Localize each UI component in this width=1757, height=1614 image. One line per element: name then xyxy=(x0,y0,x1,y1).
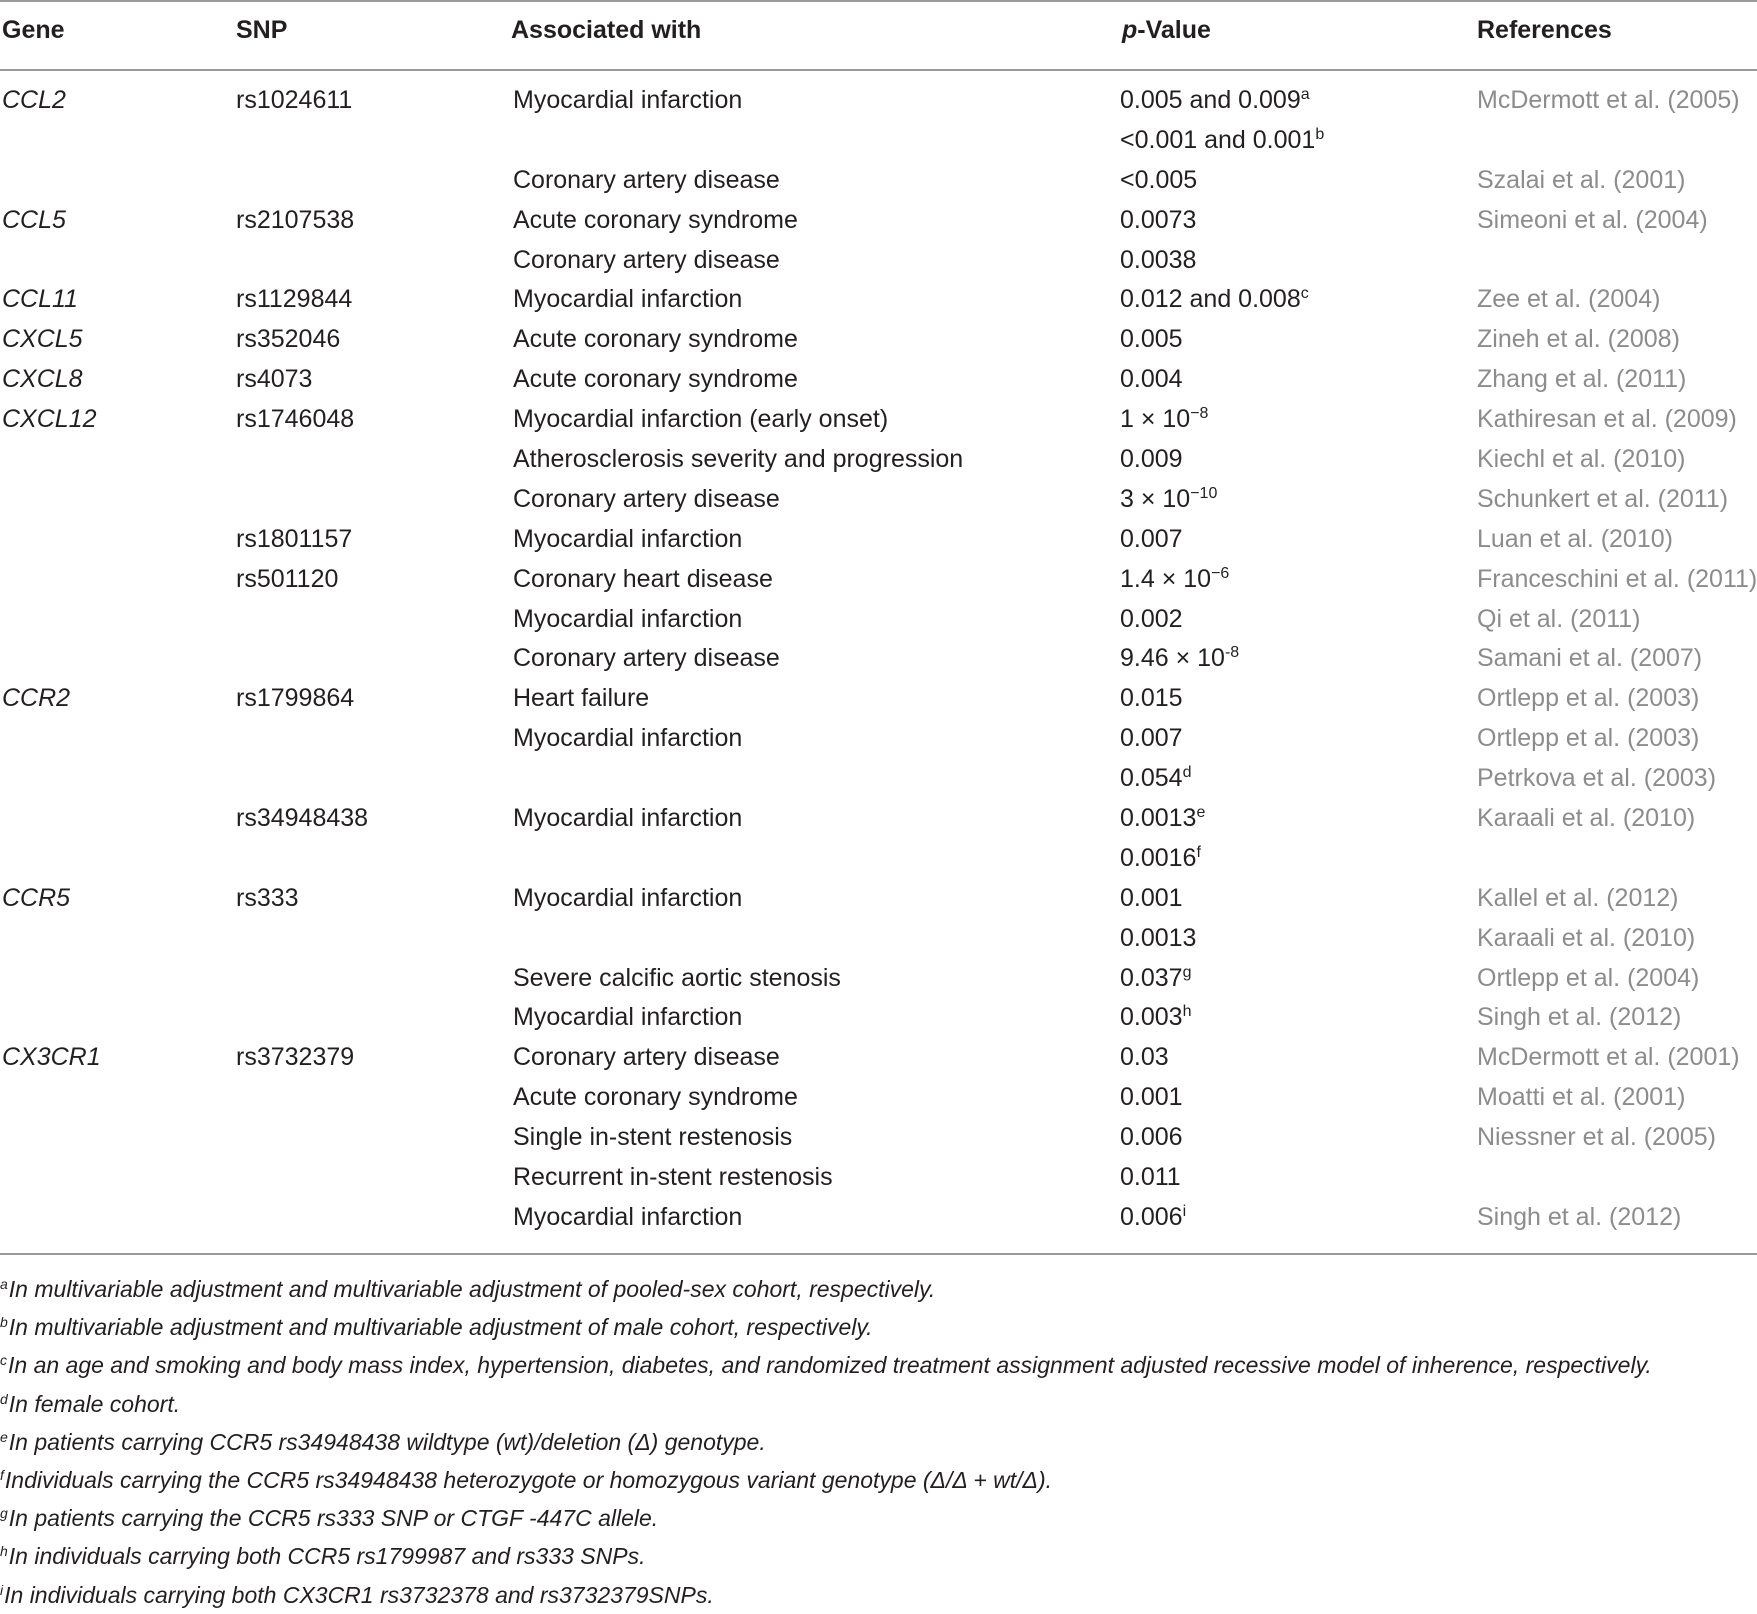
reference-cell: Samani et al. (2007) xyxy=(1477,644,1703,673)
header-references: References xyxy=(1477,16,1612,44)
table-header-row xyxy=(0,0,1757,69)
table-row xyxy=(0,320,1757,360)
associated-with-cell: Myocardial infarction xyxy=(513,1202,743,1231)
p-value-superscript: −6 xyxy=(1211,564,1230,582)
footnote-mark: h xyxy=(0,1543,8,1560)
p-value-cell xyxy=(1120,1038,1169,1078)
p-value-text: 0.03 xyxy=(1120,1043,1169,1072)
p-value-text: 0.006 xyxy=(1120,1202,1183,1231)
p-value-text: 0.037 xyxy=(1120,963,1183,992)
p-value-superscript: h xyxy=(1182,1003,1192,1021)
reference-cell: Schunkert et al. (2011) xyxy=(1477,484,1729,513)
footnote-mark: a xyxy=(0,1276,8,1292)
reference-cell: Kathiresan et al. (2009) xyxy=(1477,405,1737,434)
associated-with-cell: Acute coronary syndrome xyxy=(513,1083,798,1112)
p-value-cell xyxy=(1120,480,1217,520)
table-row xyxy=(0,360,1757,400)
p-value-superscript: e xyxy=(1196,804,1206,822)
p-value-text: 0.0013 xyxy=(1120,804,1197,833)
p-value-superscript: b xyxy=(1315,125,1325,143)
reference-cell: Szalai et al. (2001) xyxy=(1477,165,1686,194)
p-value-cell xyxy=(1120,320,1183,360)
p-value-cell xyxy=(1120,360,1183,400)
table-row xyxy=(0,719,1757,759)
footnote xyxy=(0,1385,1757,1423)
gene-cell: CXCL5 xyxy=(2,325,83,354)
associated-with-cell: Acute coronary syndrome xyxy=(513,325,798,354)
p-value-text: 1 × 10 xyxy=(1120,405,1191,434)
reference-cell: Karaali et al. (2010) xyxy=(1477,804,1696,833)
footnote xyxy=(0,1499,1757,1537)
reference-cell: Simeoni et al. (2004) xyxy=(1477,205,1708,234)
table-row xyxy=(0,201,1757,241)
table-row xyxy=(0,879,1757,919)
reference-cell: Moatti et al. (2001) xyxy=(1477,1083,1686,1112)
p-value-text: 0.007 xyxy=(1120,724,1183,753)
associated-with-cell: Coronary artery disease xyxy=(513,245,780,274)
table-row xyxy=(0,480,1757,520)
p-value-text: 0.005 xyxy=(1120,325,1183,354)
p-value-text: 0.0013 xyxy=(1120,923,1197,952)
footnote-mark: c xyxy=(0,1352,7,1369)
associated-with-cell: Recurrent in-stent restenosis xyxy=(513,1163,833,1192)
p-value-text: 0.0038 xyxy=(1120,245,1197,274)
p-value-superscript: a xyxy=(1300,86,1310,103)
p-value-cell xyxy=(1120,201,1196,241)
associated-with-cell: Acute coronary syndrome xyxy=(513,205,798,234)
reference-cell: Zee et al. (2004) xyxy=(1477,285,1661,314)
p-value-superscript: −10 xyxy=(1190,484,1218,502)
gene-cell: CX3CR1 xyxy=(2,1043,101,1072)
p-value-text: 0.001 xyxy=(1120,883,1183,912)
p-value-text: 0.0073 xyxy=(1120,205,1197,234)
snp-cell: rs3732379 xyxy=(236,1043,355,1072)
p-value-cell xyxy=(1120,400,1208,440)
reference-cell: Niessner et al. (2005) xyxy=(1477,1123,1717,1152)
associated-with-cell: Heart failure xyxy=(513,684,650,713)
p-value-cell xyxy=(1120,1118,1183,1158)
footnote xyxy=(0,1270,1757,1308)
snp-cell: rs4073 xyxy=(236,365,313,394)
gene-cell: CCL2 xyxy=(2,86,66,114)
p-value-cell xyxy=(1120,679,1183,719)
associated-with-cell: Myocardial infarction xyxy=(513,604,743,633)
associated-with-cell: Single in-stent restenosis xyxy=(513,1123,793,1152)
snp-cell: rs1746048 xyxy=(236,405,355,434)
table-row xyxy=(0,959,1757,999)
footnote-mark: i xyxy=(0,1581,4,1598)
footnote-text: In female cohort. xyxy=(8,1390,181,1417)
snp-cell: rs1801157 xyxy=(236,524,353,553)
table-row xyxy=(0,600,1757,640)
table-row xyxy=(0,1078,1757,1118)
table-row xyxy=(0,998,1757,1038)
table-row xyxy=(0,1198,1757,1238)
footnote-mark: f xyxy=(0,1466,4,1483)
p-value-cell xyxy=(1120,560,1229,600)
table-bottom-rule xyxy=(0,1253,1757,1255)
snp-cell: rs34948438 xyxy=(236,804,369,833)
p-value-text: 0.0016 xyxy=(1120,843,1197,872)
p-value-cell xyxy=(1120,879,1183,919)
p-value-text: 0.004 xyxy=(1120,365,1183,394)
table-row xyxy=(0,400,1757,440)
associated-with-cell: Myocardial infarction xyxy=(513,883,743,912)
reference-cell: Zhang et al. (2011) xyxy=(1477,365,1687,394)
footnote xyxy=(0,1346,1757,1384)
table-row xyxy=(0,520,1757,560)
gene-cell: CCL11 xyxy=(2,285,78,314)
table-row xyxy=(0,121,1757,161)
footnote xyxy=(0,1308,1757,1346)
p-value-text: 0.012 and 0.008 xyxy=(1120,285,1301,314)
p-value-cell xyxy=(1120,919,1196,959)
p-value-cell xyxy=(1120,440,1183,480)
p-value-cell xyxy=(1120,121,1324,161)
footnote-text: In patients carrying the CCR5 rs333 SNP or CTGF -447C allele. xyxy=(8,1505,659,1532)
p-value-text: 1.4 × 10 xyxy=(1120,564,1212,593)
snp-cell: rs352046 xyxy=(236,325,341,354)
p-value-cell xyxy=(1120,520,1183,560)
p-value-superscript: c xyxy=(1300,285,1309,303)
associated-with-cell: Coronary heart disease xyxy=(513,564,773,593)
footnote-text: In individuals carrying both CCR5 rs1799987 and rs333 SNPs. xyxy=(8,1543,646,1570)
p-value-cell xyxy=(1120,280,1309,320)
associated-with-cell: Myocardial infarction xyxy=(513,1003,743,1032)
header-p-value xyxy=(1122,16,1211,45)
reference-cell: Singh et al. (2012) xyxy=(1477,1202,1682,1231)
table-row xyxy=(0,799,1757,839)
reference-cell: Luan et al. (2010) xyxy=(1477,524,1673,553)
footnote-text: In multivariable adjustment and multivariable adjustment of pooled-sex cohort, respectively. xyxy=(8,1276,936,1302)
p-value-text: 0.006 xyxy=(1120,1123,1183,1152)
footnote-text: In an age and smoking and body mass index, hypertension, diabetes, and randomized treatment assignment adjusted recessive model of inherence, respectively. xyxy=(8,1352,1652,1379)
p-value-text: 0.011 xyxy=(1120,1163,1181,1192)
reference-cell: Ortlepp et al. (2003) xyxy=(1477,724,1700,753)
header-p-value-suffix: -Value xyxy=(1137,16,1211,44)
p-value-text: 0.002 xyxy=(1120,604,1183,633)
reference-cell: Petrkova et al. (2003) xyxy=(1477,764,1717,793)
table-row xyxy=(0,639,1757,679)
reference-cell: McDermott et al. (2001) xyxy=(1477,1043,1740,1072)
associated-with-cell: Coronary artery disease xyxy=(513,165,780,194)
reference-cell: Singh et al. (2012) xyxy=(1477,1003,1682,1032)
p-value-superscript: i xyxy=(1182,1202,1187,1220)
p-value-cell xyxy=(1120,839,1201,879)
p-value-text: 9.46 × 10 xyxy=(1120,644,1225,673)
footnote-mark: e xyxy=(0,1428,8,1445)
footnote-mark: d xyxy=(0,1390,8,1407)
p-value-cell xyxy=(1120,719,1183,759)
p-value-superscript: -8 xyxy=(1224,644,1240,662)
table-row xyxy=(0,161,1757,201)
p-value-superscript: f xyxy=(1196,843,1201,861)
associated-with-cell: Myocardial infarction xyxy=(513,285,743,314)
p-value-text: 0.003 xyxy=(1120,1003,1183,1032)
p-value-text: <0.001 and 0.001 xyxy=(1120,125,1316,154)
associated-with-cell: Myocardial infarction xyxy=(513,804,743,833)
p-value-cell xyxy=(1120,959,1191,999)
reference-cell: Karaali et al. (2010) xyxy=(1477,923,1696,952)
associated-with-cell: Myocardial infarction xyxy=(513,724,743,753)
associated-with-cell: Coronary artery disease xyxy=(513,644,780,673)
table-row xyxy=(0,679,1757,719)
associated-with-cell: Severe calcific aortic stenosis xyxy=(513,963,841,992)
p-value-cell xyxy=(1120,639,1239,679)
associated-with-cell: Atherosclerosis severity and progression xyxy=(513,445,964,474)
associated-with-cell: Coronary artery disease xyxy=(513,1043,780,1072)
gene-cell: CCR2 xyxy=(2,684,71,713)
p-value-text: 0.009 xyxy=(1120,445,1183,474)
snp-cell: rs501120 xyxy=(236,564,339,593)
reference-cell: McDermott et al. (2005) xyxy=(1477,86,1740,114)
reference-cell: Zineh et al. (2008) xyxy=(1477,325,1680,354)
gene-cell: CXCL8 xyxy=(2,365,83,394)
table-row xyxy=(0,440,1757,480)
footnote-text: In individuals carrying both CX3CR1 rs3732378 and rs3732379SNPs. xyxy=(4,1581,714,1608)
gene-cell: CCR5 xyxy=(2,883,71,912)
snp-cell: rs1799864 xyxy=(236,684,355,713)
table-row xyxy=(0,759,1757,799)
snp-cell: rs2107538 xyxy=(236,205,355,234)
gene-cell: CXCL12 xyxy=(2,405,97,434)
p-value-text: 0.005 and 0.009 xyxy=(1120,86,1301,114)
reference-cell: Qi et al. (2011) xyxy=(1477,604,1641,633)
snp-cell: rs1024611 xyxy=(236,86,353,114)
p-value-cell xyxy=(1120,1078,1183,1118)
p-value-cell xyxy=(1120,81,1310,121)
reference-cell: Ortlepp et al. (2003) xyxy=(1477,684,1700,713)
snp-cell: rs1129844 xyxy=(236,285,353,314)
table-row xyxy=(0,919,1757,959)
header-gene: Gene xyxy=(2,16,65,44)
header-snp: SNP xyxy=(236,16,288,44)
associated-with-cell: Myocardial infarction (early onset) xyxy=(513,405,889,434)
p-value-text: 0.015 xyxy=(1120,684,1183,713)
header-p-value-italic: p xyxy=(1122,16,1138,44)
reference-cell: Franceschini et al. (2011) xyxy=(1477,564,1757,593)
table-row xyxy=(0,1158,1757,1198)
snp-cell: rs333 xyxy=(236,883,299,912)
associated-with-cell: Myocardial infarction xyxy=(513,86,743,114)
footnote-text: In patients carrying CCR5 rs34948438 wildtype (wt)/deletion (Δ) genotype. xyxy=(8,1428,766,1455)
table-row xyxy=(0,560,1757,600)
table-row xyxy=(0,81,1757,121)
p-value-text: <0.005 xyxy=(1120,165,1198,194)
p-value-text: 0.007 xyxy=(1120,524,1183,553)
p-value-cell xyxy=(1120,799,1205,839)
associated-with-cell: Myocardial infarction xyxy=(513,524,743,553)
p-value-text: 3 × 10 xyxy=(1120,484,1191,513)
footnote-text: In multivariable adjustment and multivariable adjustment of male cohort, respectively. xyxy=(8,1314,873,1341)
associated-with-cell: Coronary artery disease xyxy=(513,484,780,513)
p-value-cell xyxy=(1120,161,1197,201)
footnote xyxy=(0,1423,1757,1461)
associated-with-cell: Acute coronary syndrome xyxy=(513,365,798,394)
p-value-cell xyxy=(1120,759,1191,799)
p-value-cell xyxy=(1120,241,1196,281)
p-value-text: 0.001 xyxy=(1120,1083,1183,1112)
p-value-cell xyxy=(1120,600,1183,640)
p-value-superscript: −8 xyxy=(1190,405,1209,423)
table-header-rule xyxy=(0,69,1757,71)
footnote-mark: b xyxy=(0,1314,8,1331)
p-value-cell xyxy=(1120,1198,1186,1238)
footnote-text: Individuals carrying the CCR5 rs34948438 heterozygote or homozygous variant genotype (Δ/Δ + wt/Δ). xyxy=(4,1466,1053,1493)
reference-cell: Ortlepp et al. (2004) xyxy=(1477,963,1700,992)
footnote xyxy=(0,1537,1757,1575)
p-value-superscript: d xyxy=(1182,764,1192,782)
footnote xyxy=(0,1461,1757,1499)
table-row xyxy=(0,1038,1757,1078)
p-value-superscript: g xyxy=(1182,963,1192,981)
table-footnotes xyxy=(0,1270,1757,1614)
footnote xyxy=(0,1576,1757,1614)
table-row xyxy=(0,839,1757,879)
reference-cell: Kiechl et al. (2010) xyxy=(1477,445,1686,474)
table-row xyxy=(0,241,1757,281)
table-row xyxy=(0,280,1757,320)
table-row xyxy=(0,1118,1757,1158)
header-associated-with: Associated with xyxy=(511,16,702,44)
footnote-mark: g xyxy=(0,1505,8,1522)
gene-cell: CCL5 xyxy=(2,205,66,234)
p-value-cell xyxy=(1120,998,1191,1038)
table-body xyxy=(0,81,1757,1238)
p-value-cell xyxy=(1120,1158,1181,1198)
p-value-text: 0.054 xyxy=(1120,764,1183,793)
reference-cell: Kallel et al. (2012) xyxy=(1477,883,1679,912)
